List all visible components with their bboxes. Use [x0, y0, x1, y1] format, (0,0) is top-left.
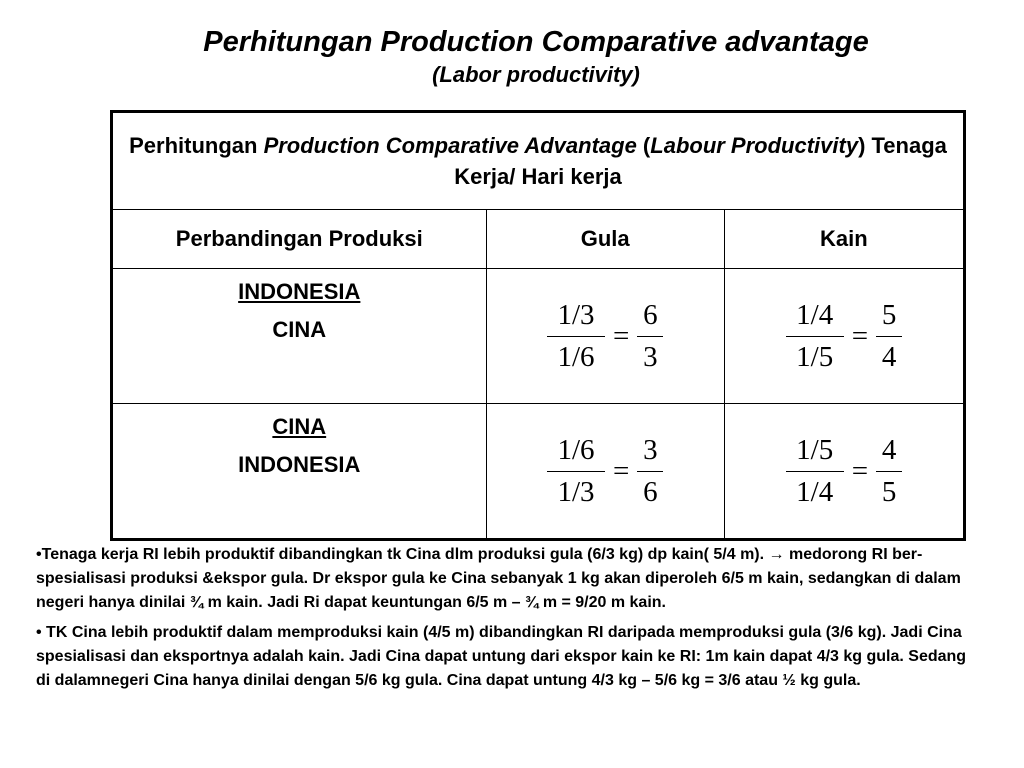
equals-sign: =	[851, 319, 869, 352]
lhs-fraction	[786, 434, 844, 509]
column-header-gula: Gula	[486, 210, 724, 269]
fraction-denominator: 5	[881, 475, 897, 508]
fraction-denominator: 4	[881, 340, 897, 373]
country-top: CINA	[272, 414, 327, 439]
kain-ratio-cell	[724, 269, 964, 404]
kain-ratio-cell	[724, 404, 964, 540]
title-sub: (Labor productivity)	[432, 62, 640, 87]
header-text-3: (	[636, 133, 651, 158]
fraction-numerator: 6	[637, 299, 663, 337]
table-row	[112, 269, 965, 404]
fraction-denominator: 6	[643, 475, 658, 508]
fraction-numerator: 5	[876, 299, 902, 337]
fraction-denominator: 1/6	[557, 340, 595, 373]
table-header-cell	[112, 112, 965, 210]
gula-ratio-cell	[486, 269, 724, 404]
table-row	[112, 404, 965, 540]
fraction-numerator: 4	[876, 434, 902, 472]
country-bottom: INDONESIA	[238, 452, 361, 477]
gula-ratio-cell	[486, 404, 724, 540]
bullet-cina: • TK Cina lebih produktif dalam memproduksi kain (4/5 m) dibandingkan RI daripada memproduksi gula (3/6 kg). Jadi Cina spesialisasi dan eksportnya adalah kain. Jadi Cina dapat untung dari ekspor kain ke RI: 1m kain dapat 4/3 kg gula. Sedang di dalamnegeri Cina hanya dinilai dengan 5/6 kg gula. Cina dapat untung 4/3 kg – 5/6 kg = 3/6 atau ½ kg gula.	[36, 624, 967, 689]
equals-sign: =	[612, 319, 630, 352]
ratio-equation	[786, 299, 902, 374]
rhs-fraction	[637, 434, 663, 509]
fraction-denominator: 1/3	[557, 475, 595, 508]
country-bottom: CINA	[272, 317, 327, 342]
column-header-kain: Kain	[724, 210, 964, 269]
ratio-equation	[547, 434, 663, 509]
page-title	[0, 24, 1024, 90]
ratio-equation	[547, 299, 663, 374]
fraction-denominator: 1/5	[796, 340, 834, 373]
fraction-numerator: 1/6	[547, 434, 605, 472]
ratio-equation	[786, 434, 902, 509]
header-text-1: Perhitungan	[129, 133, 264, 158]
lhs-fraction	[786, 299, 844, 374]
rhs-fraction	[637, 299, 663, 374]
fraction-denominator: 1/4	[796, 475, 834, 508]
explanation-bullets	[36, 543, 976, 699]
header-text-4: Labour Productivity	[650, 133, 859, 158]
rhs-fraction	[876, 299, 902, 374]
equals-sign: =	[612, 454, 630, 487]
column-header-comparison: Perbandingan Produksi	[112, 210, 487, 269]
table-header-row	[112, 112, 965, 210]
equals-sign: =	[851, 454, 869, 487]
column-header-row	[112, 210, 965, 269]
header-text-2: Production Comparative Advantage	[263, 133, 637, 158]
fraction-numerator: 1/4	[786, 299, 844, 337]
lhs-fraction	[547, 434, 605, 509]
fraction-numerator: 1/3	[547, 299, 605, 337]
lhs-fraction	[547, 299, 605, 374]
fraction-numerator: 1/5	[786, 434, 844, 472]
rhs-fraction	[876, 434, 902, 509]
country-cell	[112, 269, 487, 404]
comparative-advantage-table	[110, 110, 966, 541]
country-cell	[112, 404, 487, 540]
title-main: Perhitungan Production Comparative advantage	[203, 26, 869, 58]
fraction-numerator: 3	[637, 434, 663, 472]
bullet-indonesia: •Tenaga kerja RI lebih produktif dibandingkan tk Cina dlm produksi gula (6/3 kg) dp kain( 5/4 m). → medorong RI ber-spesialisasi produksi &ekspor gula. Dr ekspor gula ke Cina sebanyak 1 kg akan diperoleh 6/5 m kain, sedangkan di dalam negeri hanya dinilai ¾ m kain. Jadi Ri dapat keuntungan 6/5 m – ¾ m = 9/20 m kain.	[36, 546, 961, 611]
fraction-denominator: 3	[643, 340, 658, 373]
header-text-5: ) Tenaga Kerja/ Hari kerja	[454, 133, 947, 189]
country-top: INDONESIA	[238, 279, 361, 304]
